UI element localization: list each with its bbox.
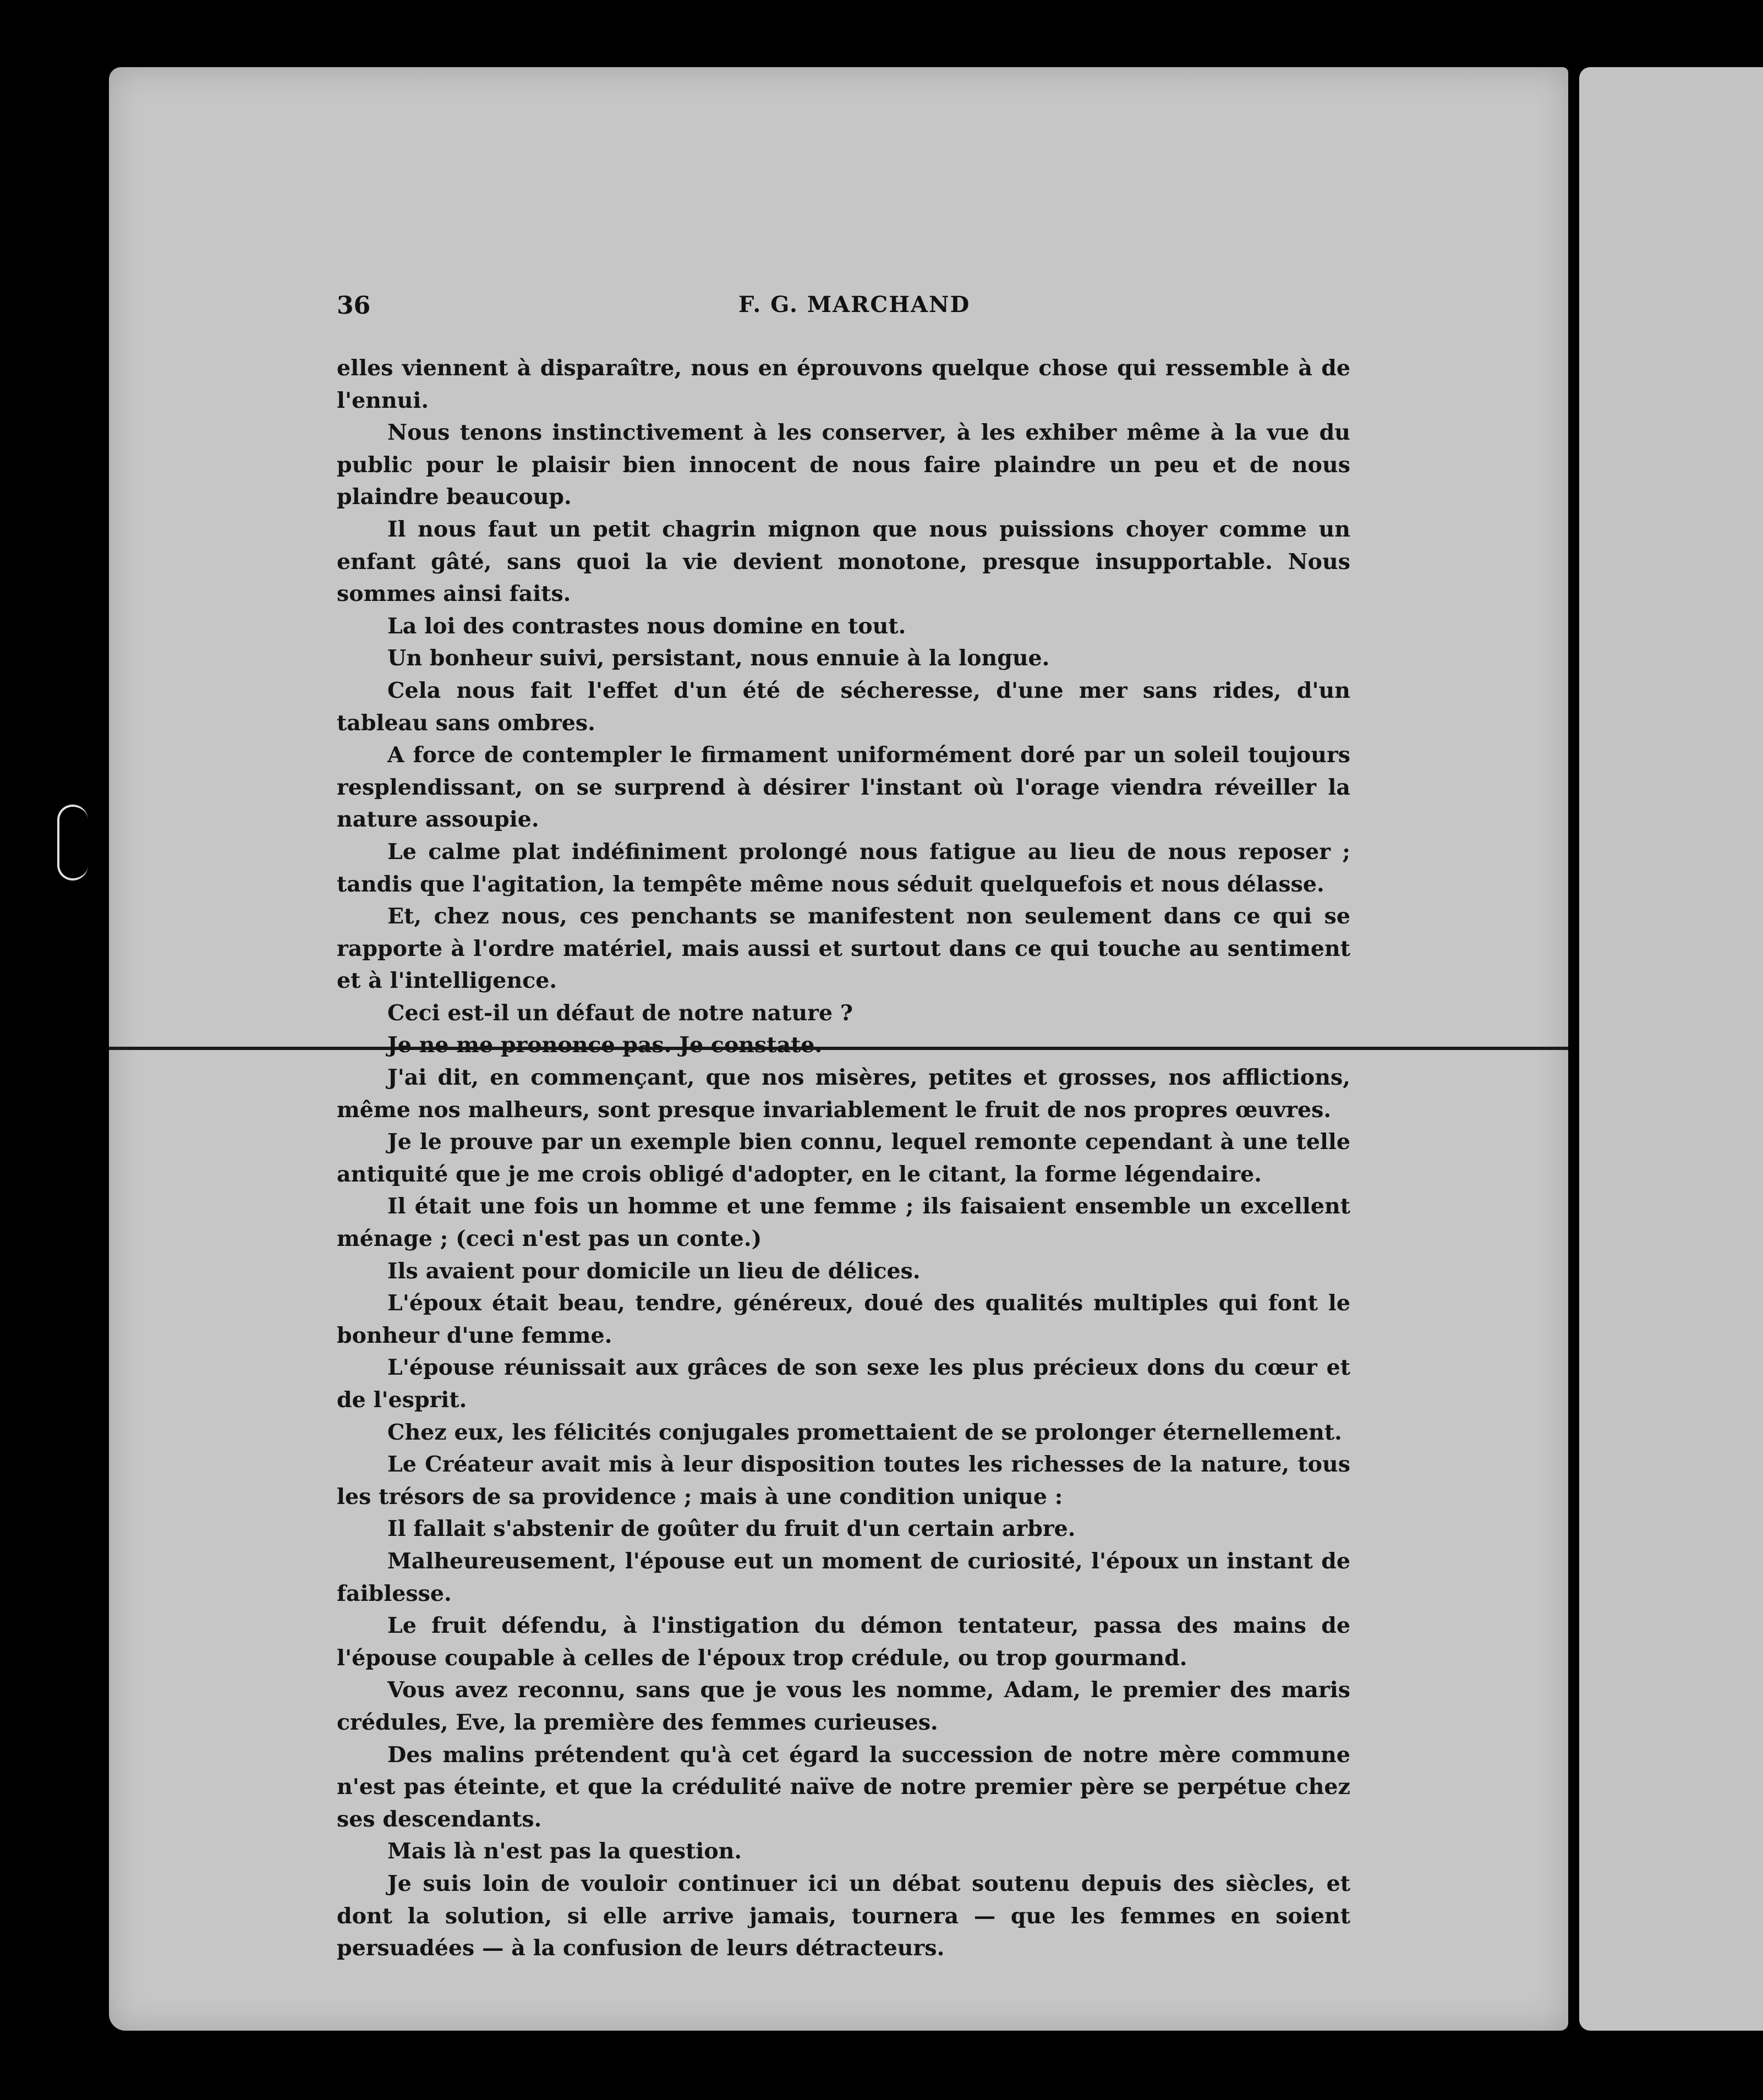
paragraph: Ceci est-il un défaut de notre nature ? bbox=[387, 1000, 853, 1026]
running-head: F. G. MARCHAND bbox=[738, 292, 971, 318]
page-header bbox=[337, 292, 1349, 325]
paragraph: Et, chez nous, ces penchants se manifestent non seulement dans ce qui se rapporte à l'ordre matériel, mais aussi et surtout dans ce qui touche au sentiment et à l'intelligence. bbox=[337, 904, 1350, 994]
paragraph: Je le prouve par un exemple bien connu, lequel remonte cependant à une telle antiquité que je me crois obligé d'adopter, en le citant, la forme légendaire. bbox=[337, 1129, 1350, 1187]
paragraph: Chez eux, les félicités conjugales promettaient de se prolonger éternellement. bbox=[387, 1419, 1342, 1445]
paragraph: Un bonheur suivi, persistant, nous ennuie à la longue. bbox=[387, 646, 1050, 671]
paragraph: Malheureusement, l'épouse eut un moment de curiosité, l'époux un instant de faiblesse. bbox=[337, 1548, 1350, 1606]
paragraph: La loi des contrastes nous domine en tout. bbox=[387, 613, 906, 639]
body-text bbox=[337, 352, 1350, 1965]
paragraph: Le fruit défendu, à l'instigation du démon tentateur, passa des mains de l'épouse coupable à celles de l'époux trop crédule, ou trop gourmand. bbox=[337, 1613, 1350, 1671]
page-number: 36 bbox=[337, 292, 371, 320]
paragraph: Il nous faut un petit chagrin mignon que nous puissions choyer comme un enfant gâté, sans quoi la vie devient monotone, presque insupportable. Nous sommes ainsi faits. bbox=[337, 516, 1350, 607]
paragraph: elles viennent à disparaître, nous en éprouvons quelque chose qui ressemble à de l'ennui. bbox=[337, 356, 1350, 413]
paragraph: Je suis loin de vouloir continuer ici un débat soutenu depuis des siècles, et dont la solution, si elle arrive jamais, tournera — que les femmes en soient persuadées — à la confusion de leurs détracteurs. bbox=[337, 1871, 1350, 1961]
paragraph: Des malins prétendent qu'à cet égard la succession de notre mère commune n'est pas éteinte, et que la crédulité naïve de notre premier père se perpétue chez ses descendants. bbox=[337, 1742, 1350, 1832]
paragraph: Il fallait s'abstenir de goûter du fruit d'un certain arbre. bbox=[387, 1516, 1076, 1542]
paragraph: J'ai dit, en commençant, que nos misères, petites et grosses, nos afflictions, même nos malheurs, sont presque invariablement le fruit de nos propres œuvres. bbox=[337, 1065, 1350, 1123]
paragraph: Ils avaient pour domicile un lieu de délices. bbox=[387, 1258, 921, 1284]
paragraph: L'époux était beau, tendre, généreux, doué des qualités multiples qui font le bonheur d'une femme. bbox=[337, 1290, 1350, 1348]
paragraph: A force de contempler le firmament uniformément doré par un soleil toujours resplendissant, on se surprend à désirer l'instant où l'orage viendra réveiller la nature assoupie. bbox=[337, 742, 1350, 833]
paragraph: Le Créateur avait mis à leur disposition toutes les richesses de la nature, tous les trésors de sa providence ; mais à une condition unique : bbox=[337, 1452, 1350, 1510]
adjacent-page-edge bbox=[1579, 67, 1763, 2031]
paragraph: Cela nous fait l'effet d'un été de sécheresse, d'une mer sans rides, d'un tableau sans ombres. bbox=[337, 677, 1350, 736]
paragraph: Le calme plat indéfiniment prolongé nous fatigue au lieu de nous reposer ; tandis que l'agitation, la tempête même nous séduit quelquefois et nous délasse. bbox=[337, 839, 1350, 897]
paragraph: Je ne me prononce pas. Je constate. bbox=[387, 1032, 823, 1058]
paragraph: Vous avez reconnu, sans que je vous les nomme, Adam, le premier des maris crédules, Eve, la première des femmes curieuses. bbox=[337, 1677, 1350, 1735]
margin-mark bbox=[57, 805, 88, 881]
paragraph: L'épouse réunissait aux grâces de son sexe les plus précieux dons du cœur et de l'esprit. bbox=[337, 1355, 1350, 1413]
paragraph: Mais là n'est pas la question. bbox=[387, 1839, 742, 1864]
paragraph: Nous tenons instinctivement à les conserver, à les exhiber même à la vue du public pour le plaisir bien innocent de nous faire plaindre un peu et de nous plaindre beaucoup. bbox=[337, 420, 1350, 510]
paragraph: Il était une fois un homme et une femme ; ils faisaient ensemble un excellent ménage ; (ceci n'est pas un conte.) bbox=[337, 1194, 1350, 1252]
